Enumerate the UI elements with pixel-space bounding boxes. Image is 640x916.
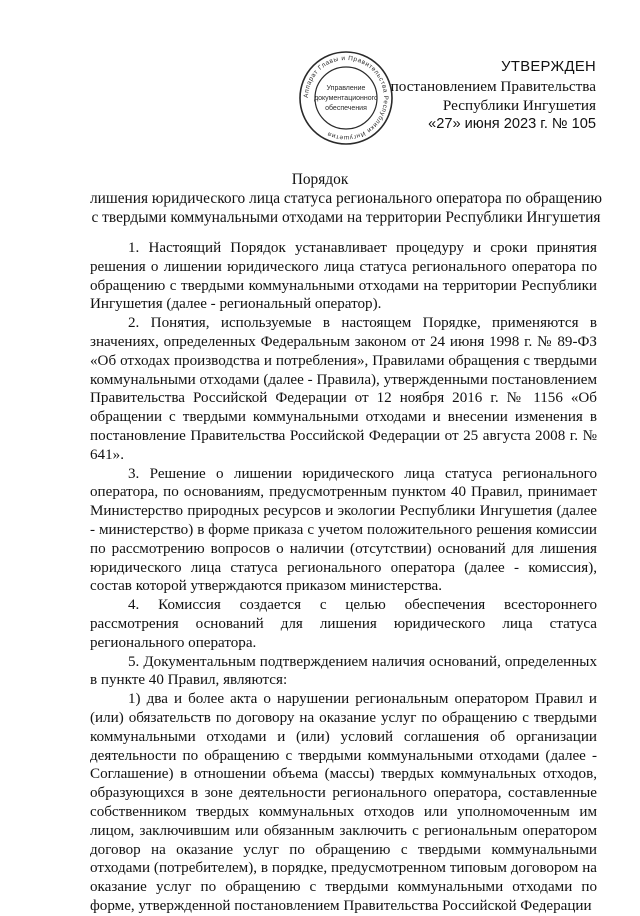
document-subtitle: лишения юридического лица статуса регионального оператора по обращению с твердыми коммунальными отходами на территории Республики Ингушетия bbox=[89, 190, 603, 226]
document-body bbox=[90, 239, 597, 916]
seal-ring-text: Аппарат Главы и Правительства Республики Ингушетия bbox=[302, 54, 390, 142]
approval-block bbox=[336, 58, 596, 134]
approval-date: «27» июня 2023 г. № 105 bbox=[428, 116, 596, 132]
paragraph-1: 1. Настоящий Порядок устанавливает процедуру и сроки принятия решения о лишении юридического лица статуса регионального оператора по обращению с твердыми коммунальными отходами на территории Республики Ингушетия (далее - региональный оператор). bbox=[90, 240, 597, 313]
paragraph-3: 3. Решение о лишении юридического лица статуса регионального оператора, по основаниям, предусмотренным пунктом 40 Правил, принимает Министерство природных ресурсов и экологии Республики Ингушетия (далее - министерство) в форме приказа с учетом положительного решения комиссии по рассмотрению вопросов о наличии (отсутствии) оснований для лишения юридического лица статуса регионального оператора (далее - комиссия), состав которой утверждаются приказом министерства. bbox=[90, 465, 597, 595]
paragraph-4: 4. Комиссия создается с целью обеспечения всестороннего рассмотрения оснований для лишения юридического лица статуса регионального оператора. bbox=[90, 597, 597, 651]
seal-line-2: документационного bbox=[314, 95, 378, 102]
seal-line-3: обеспечения bbox=[325, 105, 367, 112]
paragraph-5-item-1: 1) два и более акта о нарушении региональным оператором Правил и (или) обязательств по договору на оказание услуг по обращению с твердыми коммунальными отходами и (или) условий соглашения об организации деятельности по обращению с твердыми коммунальными отходами (далее - Соглашение) в отношении объема (массы) твердых коммунальных отходов, образующихся в зоне деятельности регионального оператора, составленные собственником твердых коммунальных отходов или уполномоченным им лицом, заключившим или обязанным заключить с региональным оператором договор на оказание услуг по обращению с твердыми коммунальными отходами (потребителем), в порядке, предусмотренном типовым договором на оказание услуг по обращению с твердыми коммунальными отходами по форме, утвержденной постановлением Правительства Российской Федерации bbox=[90, 691, 597, 914]
approved-label: УТВЕРЖДЕН bbox=[501, 59, 596, 75]
approval-line-1: постановлением Правительства bbox=[390, 78, 596, 95]
paragraph-2: 2. Понятия, используемые в настоящем Порядке, применяются в значениях, определенных Федеральным законом от 24 июня 1998 г. № 89-ФЗ «Об отходах производства и потребления», Правилами обращения с твердыми коммунальными отходами (далее - Правила), утвержденными постановлением Правительства Российской Федерации от 12 ноября 2016 г. № 1156 «Об обращении с твердыми коммунальными отходами и внесении изменения в постановление Правительства Российской Федерации от 25 августа 2008 г. № 641». bbox=[90, 315, 597, 463]
paragraph-5: 5. Документальным подтверждением наличия оснований, определенных в пункте 40 Правил, являются: bbox=[90, 653, 597, 689]
seal-line-1: Управление bbox=[326, 85, 366, 92]
approval-line-2: Республики Ингушетия bbox=[442, 97, 596, 114]
document-title: Порядок bbox=[291, 171, 349, 188]
